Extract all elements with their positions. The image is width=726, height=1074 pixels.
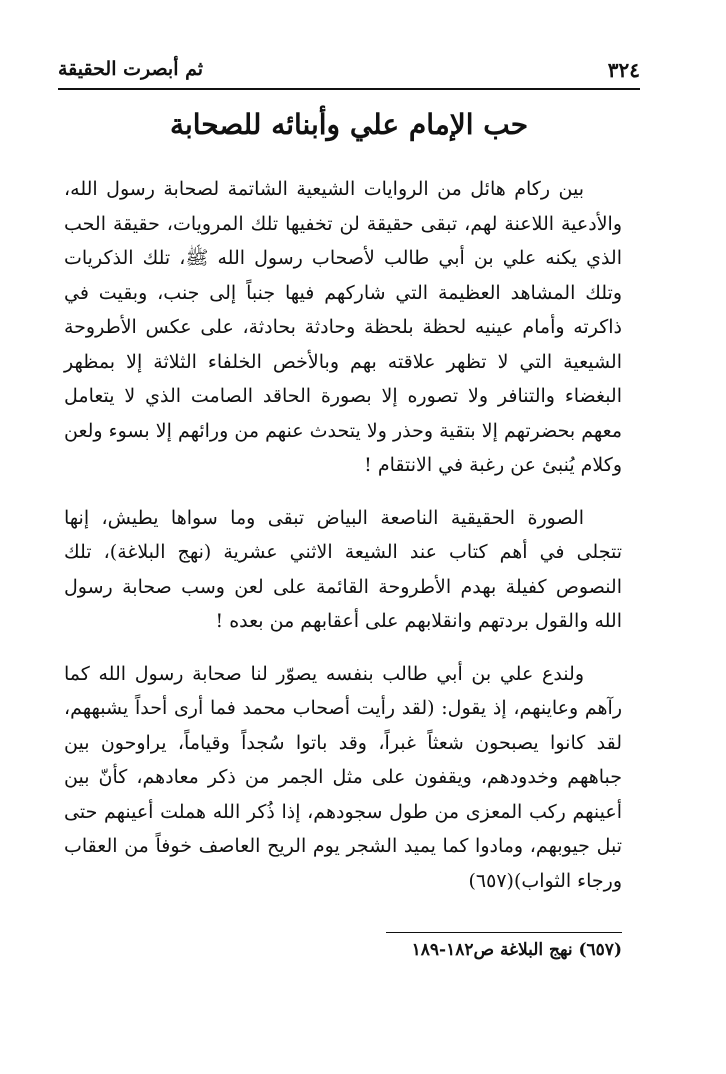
running-title: ثم أبصرت الحقيقة bbox=[58, 58, 204, 80]
chapter-title: حب الإمام علي وأبنائه للصحابة bbox=[169, 108, 529, 141]
page-number: ٣٢٤ bbox=[607, 58, 640, 82]
page-header bbox=[58, 54, 640, 90]
footnote-divider bbox=[386, 932, 622, 933]
paragraph: ولندع علي بن أبي طالب بنفسه يصوّر لنا صحابة رسول الله كما رآهم وعاينهم، إذ يقول: (لقد رأيت أصحاب محمد فما أرى أحداً يشبههم، لقد كانوا يصبحون شعثاً غبراً، وقد باتوا سُجداً وقياماً، يراوحون بين جباههم وخدودهم، ويقفون على مثل الجمر من ذكر معادهم، كأنّ بين أعينهم ركب المعزى من طول سجودهم، إذا ذُكر الله هملت أعينهم حتى تبل جيوبهم، ومادوا كما يميد الشجر يوم الريح العاصف خوفاً من العقاب ورجاء الثواب)(٦٥٧) bbox=[64, 662, 622, 892]
footnote: (٦٥٧) نهج البلاغة ص١٨٢-١٨٩ bbox=[411, 940, 622, 960]
paragraph: الصورة الحقيقية الناصعة البياض تبقى وما سواها يطيش، إنها تتجلى في أهم كتاب عند الشيعة الاثني عشرية (نهج البلاغة)، تلك النصوص كفيلة بهدم الأطروحة القائمة على لعن وسب صحابة رسول الله والقول بردتهم وانقلابهم على أعقابهم من بعده ! bbox=[64, 506, 622, 632]
header-divider bbox=[58, 88, 640, 90]
body-text bbox=[64, 172, 622, 916]
paragraph: بين ركام هائل من الروايات الشيعية الشاتمة لصحابة رسول الله، والأدعية اللاعنة لهم، تبقى حقيقة لن تخفيها تلك المرويات، حقيقة الحب الذي يكنه علي بن أبي طالب لأصحاب رسول الله ﷺ، تلك الذكريات وتلك المشاهد العظيمة التي شاركهم فيها جنباً إلى جنب، وبقيت في ذاكرته وأمام عينيه لحظة بلحظة وحادثة بحادثة، على عكس الأطروحة الشيعية التي لا تظهر علاقته بهم وبالأخص الخلفاء الثلاثة إلا بمظهر البغضاء والتنافر ولا تصوره إلا بصورة الحاقد الصامت الذي لا يتعامل معهم بحضرتهم إلا بتقية وحذر ولا يتحدث عنهم من ورائهم إلا بسوء ولعن وكلام يُنبئ عن رغبة في الانتقام ! bbox=[64, 178, 622, 476]
